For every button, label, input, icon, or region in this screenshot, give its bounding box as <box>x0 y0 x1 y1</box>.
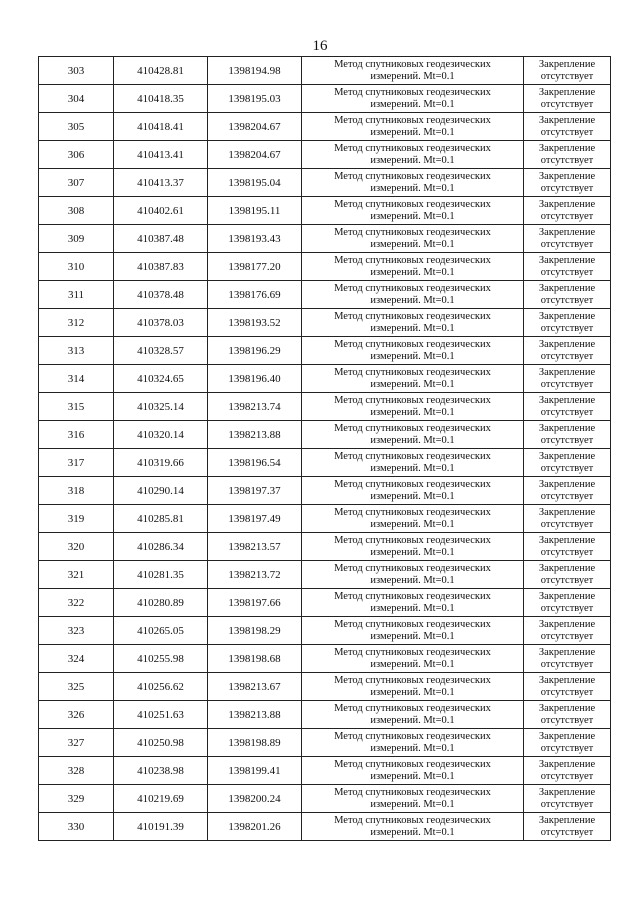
y-coordinate-cell: 1398199.41 <box>208 757 302 785</box>
coordinates-table-body <box>39 57 611 841</box>
x-coordinate-cell: 410280.89 <box>114 589 208 617</box>
fixing-description-line: отсутствует <box>540 686 594 698</box>
fixing-description-line: отсутствует <box>540 210 594 222</box>
fixing-description-line: Закрепление <box>538 142 596 154</box>
point-number-cell: 303 <box>39 57 114 85</box>
point-number-cell: 306 <box>39 141 114 169</box>
table-row <box>39 57 611 85</box>
point-number-cell: 329 <box>39 785 114 813</box>
measurement-method-cell <box>302 57 524 85</box>
measurement-method-line: Метод спутниковых геодезических <box>334 58 491 70</box>
x-coordinate-cell: 410251.63 <box>114 701 208 729</box>
point-number-cell: 316 <box>39 421 114 449</box>
fixing-description-line: отсутствует <box>540 546 594 558</box>
measurement-method-line: Метод спутниковых геодезических <box>334 506 491 518</box>
point-number-cell: 310 <box>39 253 114 281</box>
fixing-description-cell <box>524 617 611 645</box>
measurement-method-cell <box>302 197 524 225</box>
y-coordinate-cell: 1398197.49 <box>208 505 302 533</box>
fixing-description-line: Закрепление <box>538 394 596 406</box>
table-row <box>39 365 611 393</box>
fixing-description-line: Закрепление <box>538 814 596 826</box>
fixing-description-cell <box>524 337 611 365</box>
measurement-method-cell <box>302 505 524 533</box>
point-number-cell: 307 <box>39 169 114 197</box>
x-coordinate-cell: 410418.35 <box>114 85 208 113</box>
fixing-description-line: Закрепление <box>538 702 596 714</box>
point-number-cell: 324 <box>39 645 114 673</box>
measurement-method-line: Метод спутниковых геодезических <box>334 590 491 602</box>
y-coordinate-cell: 1398195.11 <box>208 197 302 225</box>
table-row <box>39 617 611 645</box>
x-coordinate-cell: 410256.62 <box>114 673 208 701</box>
measurement-method-line: измерений. Mt=0.1 <box>370 322 455 334</box>
measurement-method-cell <box>302 225 524 253</box>
measurement-method-cell <box>302 533 524 561</box>
table-row <box>39 85 611 113</box>
x-coordinate-cell: 410378.03 <box>114 309 208 337</box>
fixing-description-line: Закрепление <box>538 562 596 574</box>
y-coordinate-cell: 1398196.40 <box>208 365 302 393</box>
point-number-cell: 311 <box>39 281 114 309</box>
y-coordinate-cell: 1398213.67 <box>208 673 302 701</box>
fixing-description-line: отсутствует <box>540 574 594 586</box>
measurement-method-line: измерений. Mt=0.1 <box>370 154 455 166</box>
y-coordinate-cell: 1398198.29 <box>208 617 302 645</box>
measurement-method-line: измерений. Mt=0.1 <box>370 714 455 726</box>
measurement-method-cell <box>302 113 524 141</box>
measurement-method-cell <box>302 253 524 281</box>
measurement-method-line: измерений. Mt=0.1 <box>370 434 455 446</box>
point-number-cell: 309 <box>39 225 114 253</box>
measurement-method-cell <box>302 617 524 645</box>
fixing-description-cell <box>524 561 611 589</box>
x-coordinate-cell: 410286.34 <box>114 533 208 561</box>
fixing-description-line: отсутствует <box>540 490 594 502</box>
measurement-method-cell <box>302 757 524 785</box>
table-row <box>39 785 611 813</box>
measurement-method-line: Метод спутниковых геодезических <box>334 198 491 210</box>
table-row <box>39 225 611 253</box>
fixing-description-line: Закрепление <box>538 506 596 518</box>
table-row <box>39 701 611 729</box>
table-row <box>39 113 611 141</box>
fixing-description-line: Закрепление <box>538 58 596 70</box>
measurement-method-cell <box>302 477 524 505</box>
x-coordinate-cell: 410250.98 <box>114 729 208 757</box>
measurement-method-cell <box>302 141 524 169</box>
measurement-method-line: измерений. Mt=0.1 <box>370 826 455 838</box>
measurement-method-cell <box>302 729 524 757</box>
measurement-method-line: Метод спутниковых геодезических <box>334 786 491 798</box>
point-number-cell: 323 <box>39 617 114 645</box>
fixing-description-line: отсутствует <box>540 406 594 418</box>
measurement-method-cell <box>302 421 524 449</box>
measurement-method-line: Метод спутниковых геодезических <box>334 170 491 182</box>
table-row <box>39 281 611 309</box>
fixing-description-cell <box>524 701 611 729</box>
measurement-method-line: Метод спутниковых геодезических <box>334 730 491 742</box>
fixing-description-line: Закрепление <box>538 786 596 798</box>
fixing-description-line: Закрепление <box>538 478 596 490</box>
x-coordinate-cell: 410418.41 <box>114 113 208 141</box>
measurement-method-line: измерений. Mt=0.1 <box>370 574 455 586</box>
measurement-method-line: Метод спутниковых геодезических <box>334 562 491 574</box>
fixing-description-line: отсутствует <box>540 434 594 446</box>
measurement-method-line: Метод спутниковых геодезических <box>334 366 491 378</box>
y-coordinate-cell: 1398198.68 <box>208 645 302 673</box>
table-row <box>39 757 611 785</box>
fixing-description-cell <box>524 141 611 169</box>
measurement-method-line: измерений. Mt=0.1 <box>370 70 455 82</box>
measurement-method-line: Метод спутниковых геодезических <box>334 758 491 770</box>
measurement-method-line: Метод спутниковых геодезических <box>334 534 491 546</box>
measurement-method-line: измерений. Mt=0.1 <box>370 770 455 782</box>
measurement-method-line: Метод спутниковых геодезических <box>334 114 491 126</box>
fixing-description-line: отсутствует <box>540 770 594 782</box>
measurement-method-line: Метод спутниковых геодезических <box>334 310 491 322</box>
measurement-method-line: Метод спутниковых геодезических <box>334 814 491 826</box>
measurement-method-cell <box>302 785 524 813</box>
measurement-method-line: измерений. Mt=0.1 <box>370 630 455 642</box>
x-coordinate-cell: 410319.66 <box>114 449 208 477</box>
coordinates-table <box>38 56 611 841</box>
table-row <box>39 729 611 757</box>
measurement-method-line: измерений. Mt=0.1 <box>370 742 455 754</box>
y-coordinate-cell: 1398204.67 <box>208 113 302 141</box>
x-coordinate-cell: 410324.65 <box>114 365 208 393</box>
measurement-method-line: измерений. Mt=0.1 <box>370 798 455 810</box>
measurement-method-line: измерений. Mt=0.1 <box>370 126 455 138</box>
y-coordinate-cell: 1398195.03 <box>208 85 302 113</box>
y-coordinate-cell: 1398177.20 <box>208 253 302 281</box>
point-number-cell: 325 <box>39 673 114 701</box>
y-coordinate-cell: 1398213.74 <box>208 393 302 421</box>
table-row <box>39 393 611 421</box>
fixing-description-cell <box>524 813 611 841</box>
fixing-description-cell <box>524 281 611 309</box>
measurement-method-line: Метод спутниковых геодезических <box>334 86 491 98</box>
measurement-method-line: Метод спутниковых геодезических <box>334 394 491 406</box>
measurement-method-line: Метод спутниковых геодезических <box>334 646 491 658</box>
measurement-method-cell <box>302 85 524 113</box>
y-coordinate-cell: 1398176.69 <box>208 281 302 309</box>
table-row <box>39 673 611 701</box>
point-number-cell: 319 <box>39 505 114 533</box>
table-row <box>39 645 611 673</box>
page-number: 16 <box>312 38 328 54</box>
fixing-description-line: Закрепление <box>538 618 596 630</box>
y-coordinate-cell: 1398204.67 <box>208 141 302 169</box>
measurement-method-line: измерений. Mt=0.1 <box>370 518 455 530</box>
fixing-description-line: Закрепление <box>538 450 596 462</box>
fixing-description-line: отсутствует <box>540 798 594 810</box>
fixing-description-line: отсутствует <box>540 742 594 754</box>
fixing-description-cell <box>524 365 611 393</box>
point-number-cell: 327 <box>39 729 114 757</box>
y-coordinate-cell: 1398197.66 <box>208 589 302 617</box>
fixing-description-line: Закрепление <box>538 254 596 266</box>
point-number-cell: 317 <box>39 449 114 477</box>
point-number-cell: 330 <box>39 813 114 841</box>
measurement-method-cell <box>302 673 524 701</box>
fixing-description-cell <box>524 533 611 561</box>
x-coordinate-cell: 410413.41 <box>114 141 208 169</box>
fixing-description-line: Закрепление <box>538 226 596 238</box>
y-coordinate-cell: 1398196.29 <box>208 337 302 365</box>
fixing-description-line: Закрепление <box>538 590 596 602</box>
x-coordinate-cell: 410413.37 <box>114 169 208 197</box>
measurement-method-line: измерений. Mt=0.1 <box>370 546 455 558</box>
measurement-method-line: измерений. Mt=0.1 <box>370 406 455 418</box>
fixing-description-cell <box>524 421 611 449</box>
fixing-description-line: Закрепление <box>538 310 596 322</box>
measurement-method-line: измерений. Mt=0.1 <box>370 294 455 306</box>
fixing-description-line: отсутствует <box>540 658 594 670</box>
table-row <box>39 197 611 225</box>
measurement-method-line: измерений. Mt=0.1 <box>370 266 455 278</box>
measurement-method-cell <box>302 365 524 393</box>
table-row <box>39 477 611 505</box>
x-coordinate-cell: 410255.98 <box>114 645 208 673</box>
measurement-method-cell <box>302 309 524 337</box>
y-coordinate-cell: 1398213.57 <box>208 533 302 561</box>
table-row <box>39 141 611 169</box>
point-number-cell: 312 <box>39 309 114 337</box>
fixing-description-cell <box>524 309 611 337</box>
point-number-cell: 326 <box>39 701 114 729</box>
table-row <box>39 337 611 365</box>
fixing-description-cell <box>524 57 611 85</box>
fixing-description-cell <box>524 85 611 113</box>
measurement-method-line: Метод спутниковых геодезических <box>334 478 491 490</box>
point-number-cell: 304 <box>39 85 114 113</box>
measurement-method-line: измерений. Mt=0.1 <box>370 490 455 502</box>
fixing-description-cell <box>524 505 611 533</box>
fixing-description-line: отсутствует <box>540 98 594 110</box>
table-row <box>39 561 611 589</box>
y-coordinate-cell: 1398200.24 <box>208 785 302 813</box>
x-coordinate-cell: 410328.57 <box>114 337 208 365</box>
point-number-cell: 322 <box>39 589 114 617</box>
fixing-description-line: Закрепление <box>538 366 596 378</box>
fixing-description-cell <box>524 757 611 785</box>
x-coordinate-cell: 410325.14 <box>114 393 208 421</box>
fixing-description-cell <box>524 225 611 253</box>
table-row <box>39 309 611 337</box>
fixing-description-line: Закрепление <box>538 422 596 434</box>
x-coordinate-cell: 410387.48 <box>114 225 208 253</box>
y-coordinate-cell: 1398213.88 <box>208 421 302 449</box>
measurement-method-line: Метод спутниковых геодезических <box>334 618 491 630</box>
measurement-method-cell <box>302 813 524 841</box>
measurement-method-line: Метод спутниковых геодезических <box>334 338 491 350</box>
y-coordinate-cell: 1398193.43 <box>208 225 302 253</box>
fixing-description-line: отсутствует <box>540 602 594 614</box>
measurement-method-line: измерений. Mt=0.1 <box>370 378 455 390</box>
fixing-description-line: отсутствует <box>540 154 594 166</box>
fixing-description-cell <box>524 589 611 617</box>
fixing-description-cell <box>524 645 611 673</box>
table-row <box>39 533 611 561</box>
fixing-description-line: отсутствует <box>540 826 594 838</box>
x-coordinate-cell: 410219.69 <box>114 785 208 813</box>
fixing-description-cell <box>524 785 611 813</box>
measurement-method-line: измерений. Mt=0.1 <box>370 350 455 362</box>
measurement-method-line: Метод спутниковых геодезических <box>334 254 491 266</box>
table-row <box>39 169 611 197</box>
measurement-method-line: Метод спутниковых геодезических <box>334 142 491 154</box>
fixing-description-cell <box>524 673 611 701</box>
x-coordinate-cell: 410238.98 <box>114 757 208 785</box>
measurement-method-cell <box>302 449 524 477</box>
fixing-description-line: Закрепление <box>538 198 596 210</box>
y-coordinate-cell: 1398201.26 <box>208 813 302 841</box>
measurement-method-line: измерений. Mt=0.1 <box>370 98 455 110</box>
measurement-method-line: измерений. Mt=0.1 <box>370 210 455 222</box>
measurement-method-line: измерений. Mt=0.1 <box>370 658 455 670</box>
measurement-method-line: измерений. Mt=0.1 <box>370 238 455 250</box>
fixing-description-line: Закрепление <box>538 338 596 350</box>
fixing-description-cell <box>524 393 611 421</box>
x-coordinate-cell: 410320.14 <box>114 421 208 449</box>
fixing-description-line: отсутствует <box>540 322 594 334</box>
point-number-cell: 308 <box>39 197 114 225</box>
fixing-description-line: Закрепление <box>538 282 596 294</box>
fixing-description-line: отсутствует <box>540 266 594 278</box>
x-coordinate-cell: 410387.83 <box>114 253 208 281</box>
fixing-description-line: отсутствует <box>540 126 594 138</box>
measurement-method-line: Метод спутниковых геодезических <box>334 226 491 238</box>
table-row <box>39 253 611 281</box>
fixing-description-line: Закрепление <box>538 674 596 686</box>
measurement-method-line: измерений. Mt=0.1 <box>370 462 455 474</box>
x-coordinate-cell: 410285.81 <box>114 505 208 533</box>
point-number-cell: 315 <box>39 393 114 421</box>
measurement-method-line: Метод спутниковых геодезических <box>334 674 491 686</box>
measurement-method-cell <box>302 645 524 673</box>
x-coordinate-cell: 410265.05 <box>114 617 208 645</box>
point-number-cell: 318 <box>39 477 114 505</box>
measurement-method-line: Метод спутниковых геодезических <box>334 450 491 462</box>
y-coordinate-cell: 1398196.54 <box>208 449 302 477</box>
measurement-method-cell <box>302 589 524 617</box>
point-number-cell: 321 <box>39 561 114 589</box>
table-row <box>39 813 611 841</box>
x-coordinate-cell: 410428.81 <box>114 57 208 85</box>
y-coordinate-cell: 1398198.89 <box>208 729 302 757</box>
y-coordinate-cell: 1398197.37 <box>208 477 302 505</box>
fixing-description-line: Закрепление <box>538 730 596 742</box>
table-row <box>39 449 611 477</box>
x-coordinate-cell: 410281.35 <box>114 561 208 589</box>
fixing-description-line: Закрепление <box>538 170 596 182</box>
fixing-description-cell <box>524 113 611 141</box>
measurement-method-cell <box>302 169 524 197</box>
x-coordinate-cell: 410402.61 <box>114 197 208 225</box>
fixing-description-line: Закрепление <box>538 646 596 658</box>
fixing-description-line: отсутствует <box>540 714 594 726</box>
y-coordinate-cell: 1398213.88 <box>208 701 302 729</box>
measurement-method-line: Метод спутниковых геодезических <box>334 422 491 434</box>
measurement-method-line: Метод спутниковых геодезических <box>334 282 491 294</box>
point-number-cell: 305 <box>39 113 114 141</box>
measurement-method-line: Метод спутниковых геодезических <box>334 702 491 714</box>
point-number-cell: 314 <box>39 365 114 393</box>
x-coordinate-cell: 410191.39 <box>114 813 208 841</box>
fixing-description-line: отсутствует <box>540 462 594 474</box>
fixing-description-cell <box>524 729 611 757</box>
fixing-description-line: отсутствует <box>540 294 594 306</box>
measurement-method-line: измерений. Mt=0.1 <box>370 182 455 194</box>
table-row <box>39 589 611 617</box>
fixing-description-line: отсутствует <box>540 630 594 642</box>
y-coordinate-cell: 1398213.72 <box>208 561 302 589</box>
fixing-description-line: отсутствует <box>540 350 594 362</box>
fixing-description-line: отсутствует <box>540 518 594 530</box>
fixing-description-line: отсутствует <box>540 238 594 250</box>
measurement-method-cell <box>302 701 524 729</box>
fixing-description-line: Закрепление <box>538 758 596 770</box>
fixing-description-cell <box>524 197 611 225</box>
point-number-cell: 320 <box>39 533 114 561</box>
table-row <box>39 421 611 449</box>
table-row <box>39 505 611 533</box>
fixing-description-cell <box>524 449 611 477</box>
fixing-description-cell <box>524 253 611 281</box>
point-number-cell: 328 <box>39 757 114 785</box>
measurement-method-line: измерений. Mt=0.1 <box>370 686 455 698</box>
measurement-method-cell <box>302 561 524 589</box>
fixing-description-line: отсутствует <box>540 182 594 194</box>
fixing-description-cell <box>524 477 611 505</box>
fixing-description-line: Закрепление <box>538 114 596 126</box>
fixing-description-line: Закрепление <box>538 86 596 98</box>
fixing-description-line: отсутствует <box>540 70 594 82</box>
fixing-description-cell <box>524 169 611 197</box>
fixing-description-line: Закрепление <box>538 534 596 546</box>
y-coordinate-cell: 1398195.04 <box>208 169 302 197</box>
measurement-method-line: измерений. Mt=0.1 <box>370 602 455 614</box>
measurement-method-cell <box>302 393 524 421</box>
y-coordinate-cell: 1398193.52 <box>208 309 302 337</box>
point-number-cell: 313 <box>39 337 114 365</box>
measurement-method-cell <box>302 281 524 309</box>
x-coordinate-cell: 410290.14 <box>114 477 208 505</box>
measurement-method-cell <box>302 337 524 365</box>
fixing-description-line: отсутствует <box>540 378 594 390</box>
y-coordinate-cell: 1398194.98 <box>208 57 302 85</box>
x-coordinate-cell: 410378.48 <box>114 281 208 309</box>
